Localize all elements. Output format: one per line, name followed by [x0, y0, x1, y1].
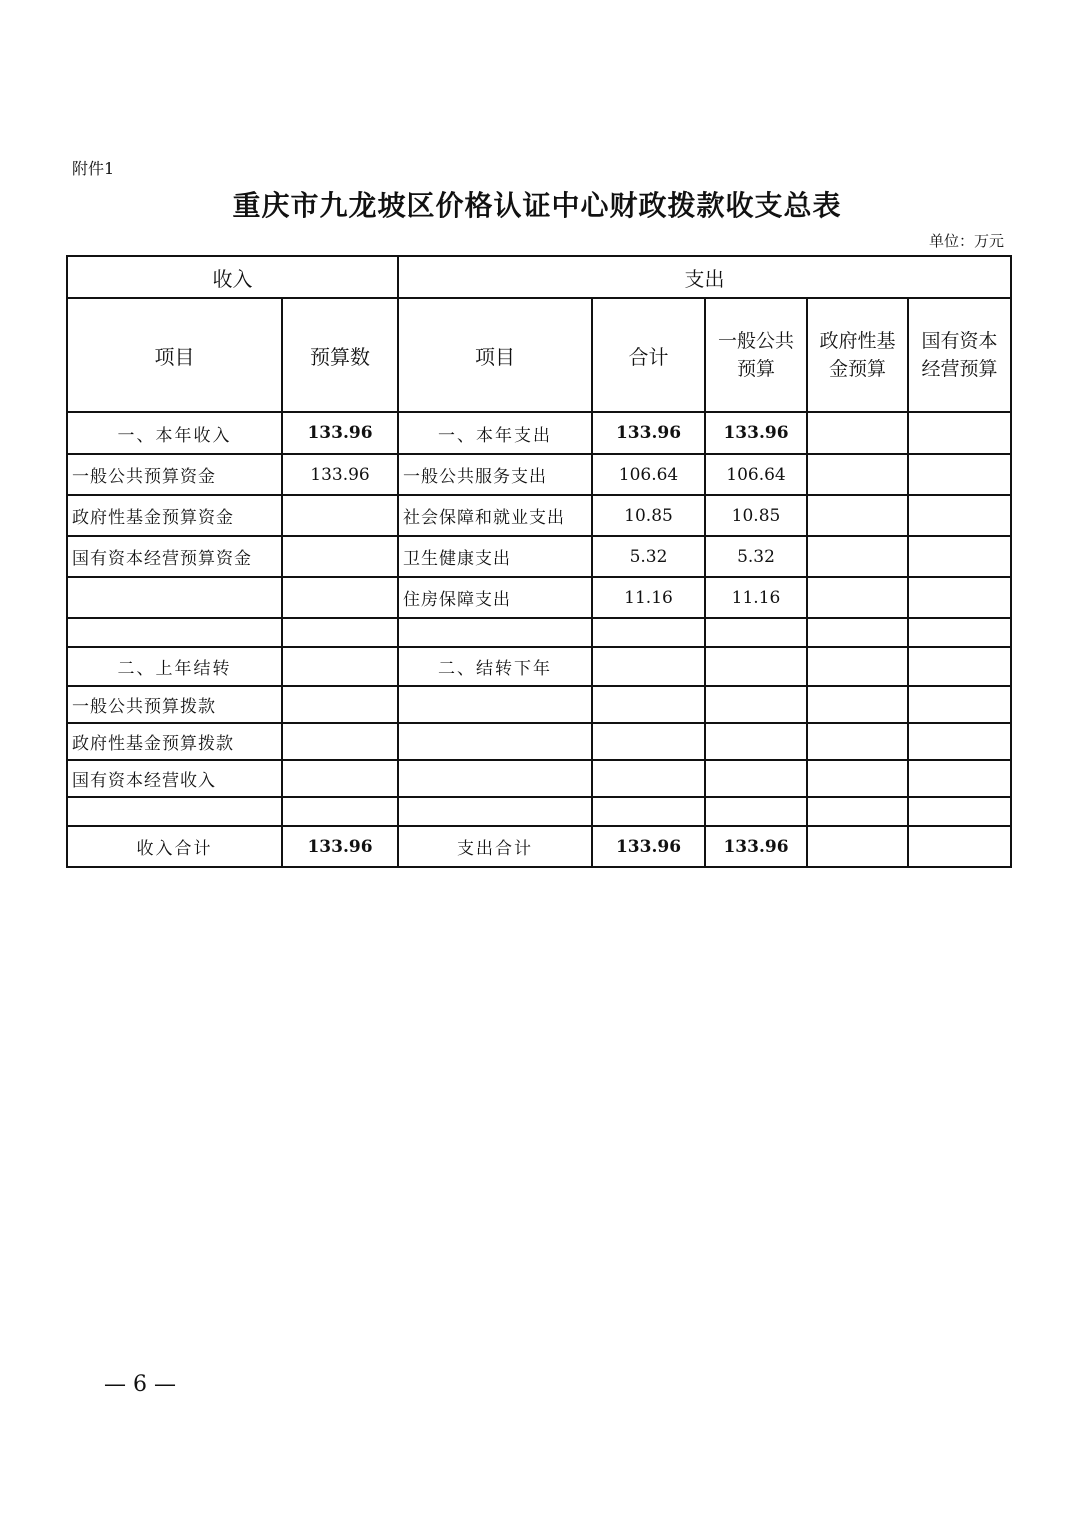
- cell-income-budget: [282, 723, 398, 760]
- cell-expense-item: [398, 760, 592, 797]
- cell-total: 11.16: [592, 577, 705, 618]
- cell-expense-item: 二、结转下年: [398, 647, 592, 686]
- cell-total: 10.85: [592, 495, 705, 536]
- cell-gov-fund: [807, 454, 908, 495]
- cell-general: [705, 618, 807, 647]
- cell-gov-fund: [807, 647, 908, 686]
- table-row: [67, 647, 1011, 686]
- cell-gov-fund: [807, 412, 908, 454]
- cell-income-item: 一般公共预算资金: [67, 454, 282, 495]
- cell-state-capital: [908, 760, 1011, 797]
- cell-total: 106.64: [592, 454, 705, 495]
- income-budget-header: 预算数: [282, 298, 398, 412]
- cell-income-item: 二、上年结转: [67, 647, 282, 686]
- cell-total: [592, 760, 705, 797]
- cell-income-item: 一般公共预算拨款: [67, 686, 282, 723]
- cell-expense-item: [398, 618, 592, 647]
- cell-gov-fund: [807, 536, 908, 577]
- cell-expense-item: 一般公共服务支出: [398, 454, 592, 495]
- cell-expense-item: 卫生健康支出: [398, 536, 592, 577]
- cell-gov-fund: [807, 723, 908, 760]
- cell-general: [705, 797, 807, 826]
- income-header: 收入: [67, 256, 398, 298]
- attachment-label: 附件1: [72, 159, 115, 178]
- cell-income-item: 收入合计: [67, 826, 282, 867]
- cell-income-budget: 133.96: [282, 454, 398, 495]
- gov-fund-budget-header: 政府性基金预算: [807, 298, 908, 412]
- cell-gov-fund: [807, 686, 908, 723]
- cell-total: [592, 618, 705, 647]
- cell-income-budget: [282, 495, 398, 536]
- table-row: [67, 454, 1011, 495]
- cell-income-item: [67, 797, 282, 826]
- document-title: 重庆市九龙坡区价格认证中心财政拨款收支总表: [232, 189, 842, 222]
- cell-general: 133.96: [705, 412, 807, 454]
- cell-state-capital: [908, 826, 1011, 867]
- cell-general: 106.64: [705, 454, 807, 495]
- table-row: [67, 536, 1011, 577]
- budget-summary-table: [66, 255, 1012, 868]
- cell-income-item: 政府性基金预算拨款: [67, 723, 282, 760]
- cell-income-item: [67, 618, 282, 647]
- cell-total: 133.96: [592, 412, 705, 454]
- cell-gov-fund: [807, 826, 908, 867]
- cell-state-capital: [908, 647, 1011, 686]
- cell-general: [705, 686, 807, 723]
- total-header: 合计: [592, 298, 705, 412]
- cell-total: [592, 797, 705, 826]
- cell-state-capital: [908, 618, 1011, 647]
- cell-expense-item: 支出合计: [398, 826, 592, 867]
- cell-expense-item: [398, 686, 592, 723]
- cell-total: [592, 723, 705, 760]
- cell-income-budget: 133.96: [282, 412, 398, 454]
- unit-label: 单位：万元: [928, 232, 1004, 250]
- cell-total: [592, 686, 705, 723]
- cell-total: [592, 647, 705, 686]
- cell-general: 10.85: [705, 495, 807, 536]
- general-budget-header: 一般公共预算: [705, 298, 807, 412]
- table-row: [67, 826, 1011, 867]
- cell-general: 133.96: [705, 826, 807, 867]
- table-row: [67, 686, 1011, 723]
- cell-income-budget: [282, 536, 398, 577]
- income-item-header: 项目: [67, 298, 282, 412]
- cell-gov-fund: [807, 577, 908, 618]
- header-row-group: [67, 256, 1011, 298]
- cell-state-capital: [908, 495, 1011, 536]
- cell-income-item: 国有资本经营收入: [67, 760, 282, 797]
- table-row: [67, 797, 1011, 826]
- cell-income-item: [67, 577, 282, 618]
- cell-expense-item: 社会保障和就业支出: [398, 495, 592, 536]
- cell-income-budget: [282, 760, 398, 797]
- cell-income-budget: [282, 618, 398, 647]
- cell-state-capital: [908, 454, 1011, 495]
- cell-income-item: 政府性基金预算资金: [67, 495, 282, 536]
- cell-expense-item: 住房保障支出: [398, 577, 592, 618]
- cell-total: 5.32: [592, 536, 705, 577]
- expense-item-header: 项目: [398, 298, 592, 412]
- cell-income-item: 国有资本经营预算资金: [67, 536, 282, 577]
- cell-gov-fund: [807, 797, 908, 826]
- header-row-columns: [67, 298, 1011, 412]
- cell-general: [705, 723, 807, 760]
- cell-general: [705, 647, 807, 686]
- table-row: [67, 412, 1011, 454]
- cell-expense-item: [398, 723, 592, 760]
- cell-gov-fund: [807, 495, 908, 536]
- expense-header: 支出: [398, 256, 1011, 298]
- state-capital-budget-header: 国有资本经营预算: [908, 298, 1011, 412]
- cell-state-capital: [908, 577, 1011, 618]
- cell-general: [705, 760, 807, 797]
- cell-gov-fund: [807, 760, 908, 797]
- cell-state-capital: [908, 797, 1011, 826]
- cell-expense-item: 一、本年支出: [398, 412, 592, 454]
- cell-gov-fund: [807, 618, 908, 647]
- cell-expense-item: [398, 797, 592, 826]
- table-row: [67, 723, 1011, 760]
- table-row: [67, 577, 1011, 618]
- cell-general: 5.32: [705, 536, 807, 577]
- table-row: [67, 495, 1011, 536]
- page-number: — 6 —: [104, 1372, 176, 1397]
- cell-state-capital: [908, 723, 1011, 760]
- cell-income-budget: [282, 686, 398, 723]
- cell-income-budget: 133.96: [282, 826, 398, 867]
- table-row: [67, 618, 1011, 647]
- cell-state-capital: [908, 412, 1011, 454]
- cell-general: 11.16: [705, 577, 807, 618]
- cell-state-capital: [908, 686, 1011, 723]
- cell-state-capital: [908, 536, 1011, 577]
- cell-income-item: 一、本年收入: [67, 412, 282, 454]
- cell-income-budget: [282, 577, 398, 618]
- cell-income-budget: [282, 647, 398, 686]
- table-row: [67, 760, 1011, 797]
- cell-total: 133.96: [592, 826, 705, 867]
- cell-income-budget: [282, 797, 398, 826]
